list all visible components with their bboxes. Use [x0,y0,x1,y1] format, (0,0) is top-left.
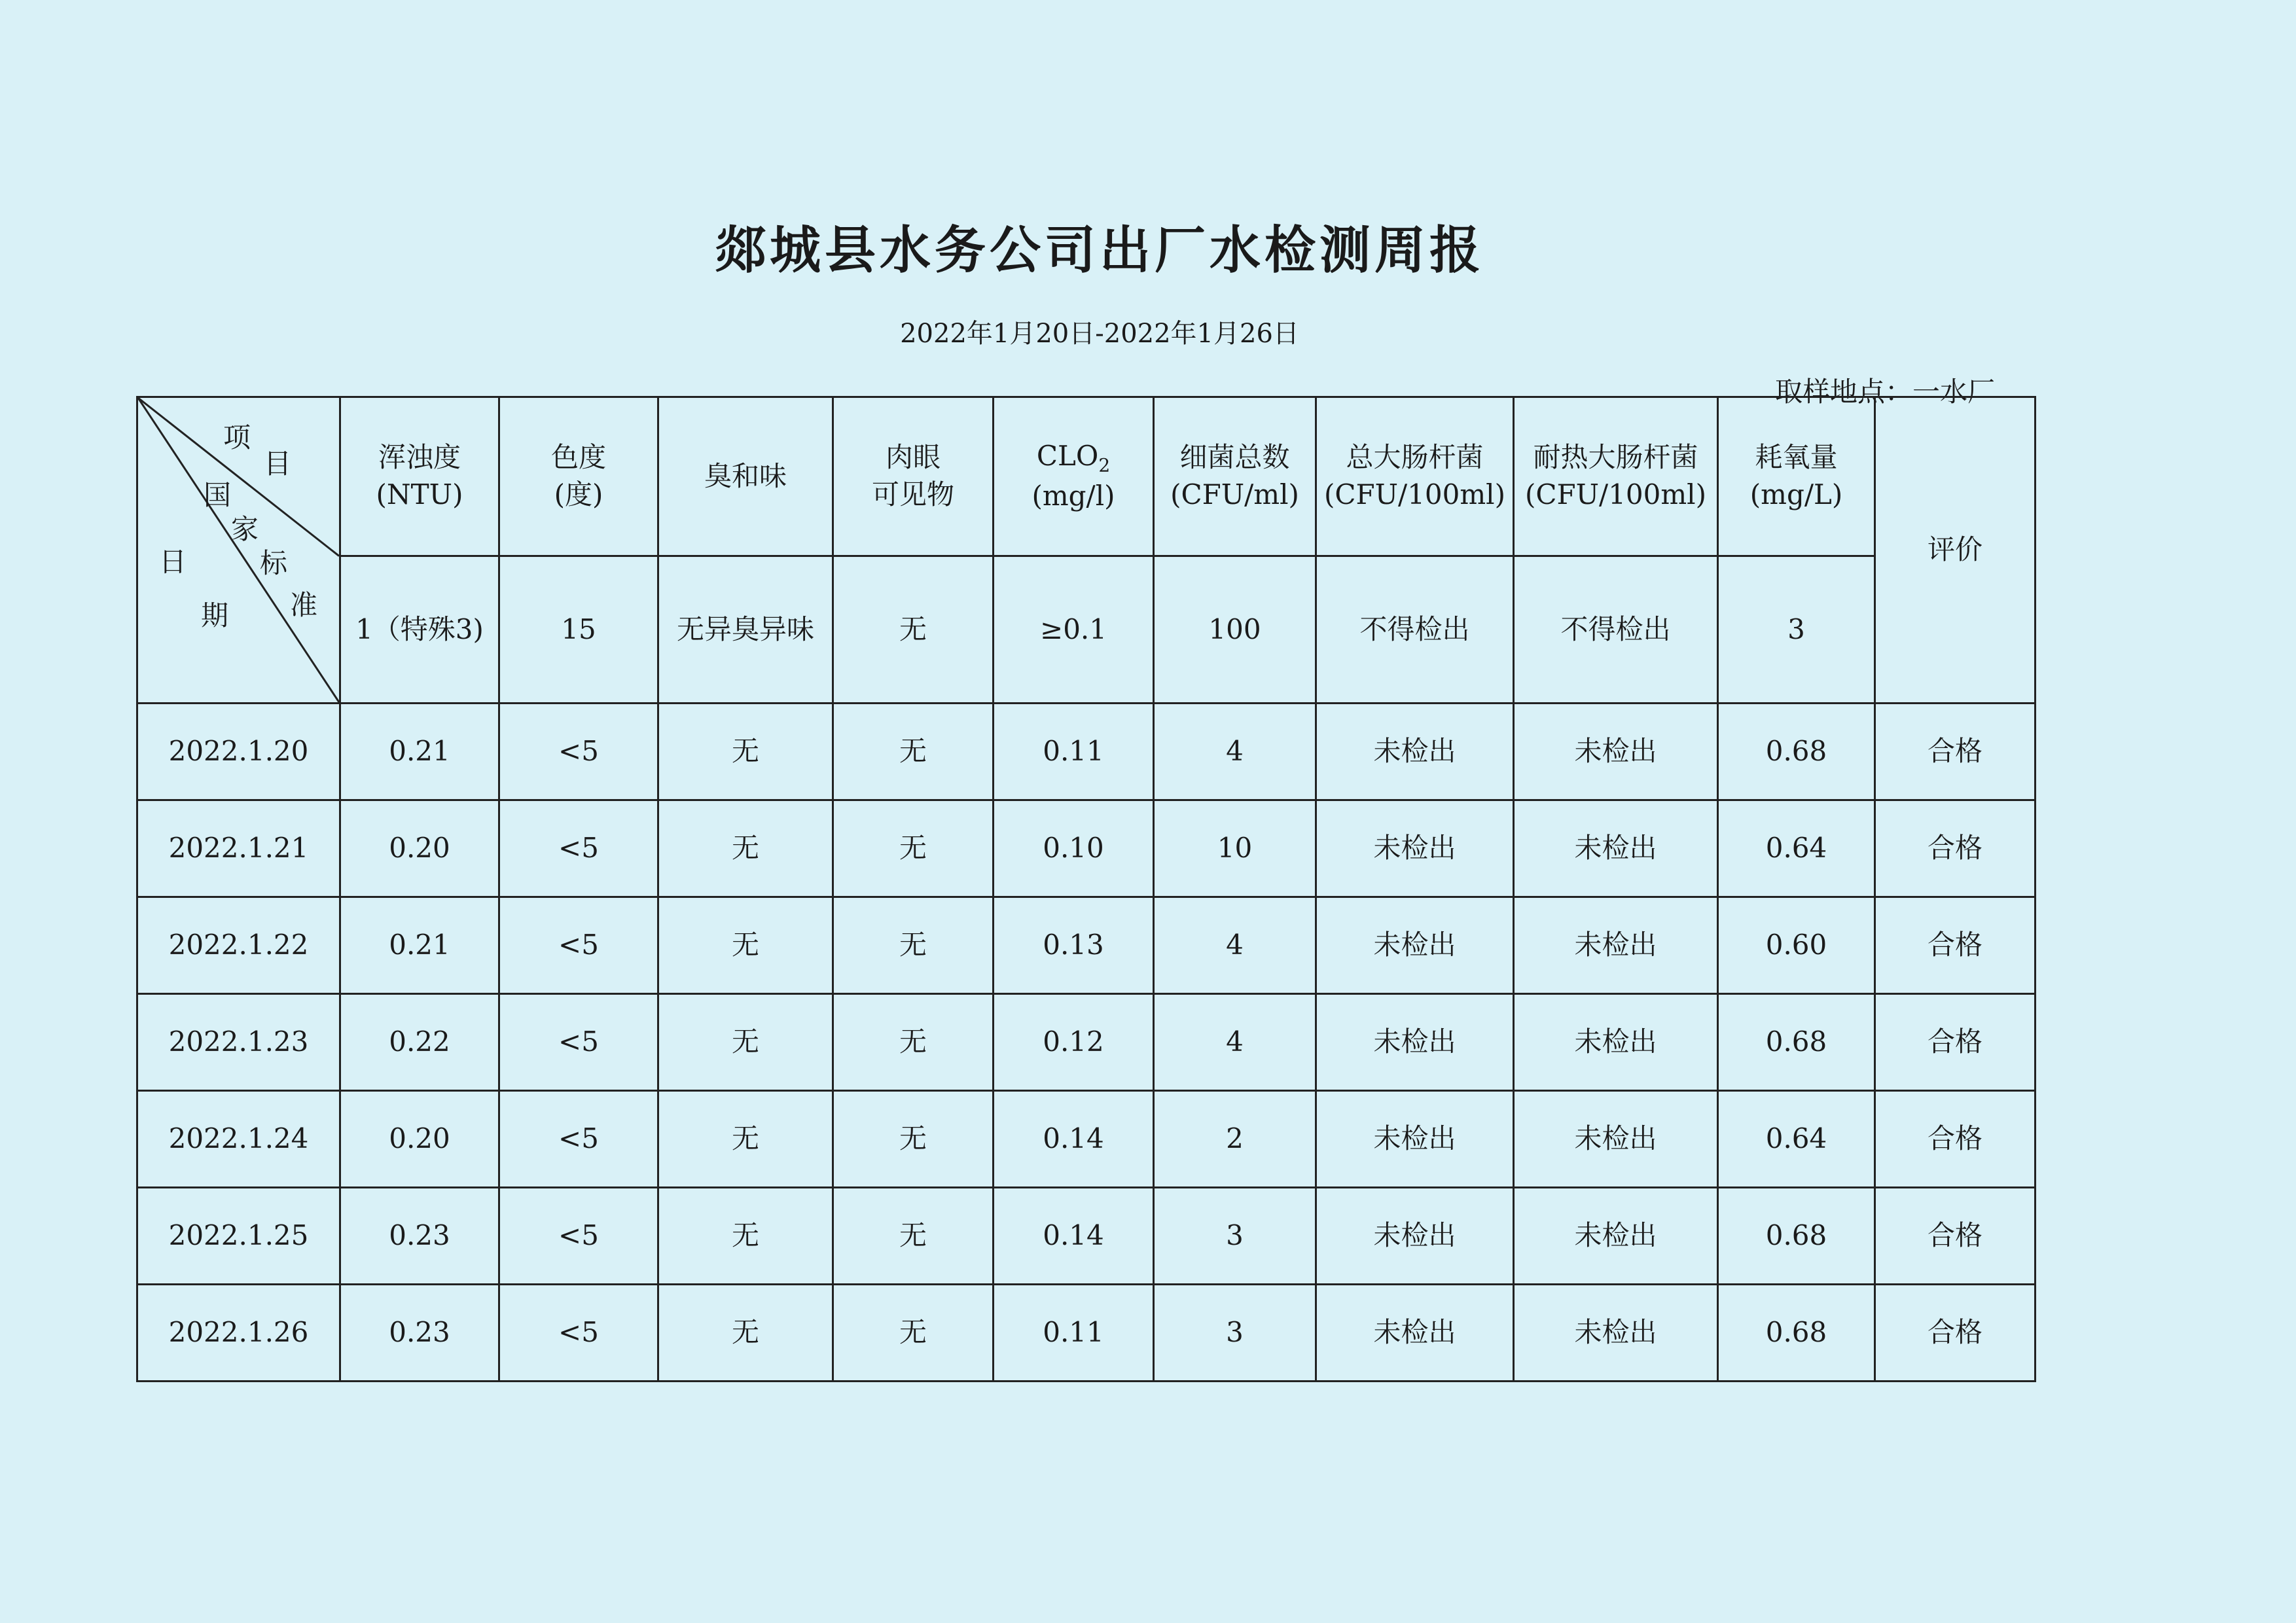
cell-clo2: 0.11 [994,704,1154,800]
cell-clo2: 0.14 [994,1188,1154,1285]
cell-total-coliform: 未检出 [1316,704,1514,800]
table-row [137,1091,2036,1188]
column-header-odor-taste: 臭和味 [658,397,833,556]
corner-date-char: 日 [159,546,187,578]
cell-odor-taste: 无 [658,800,833,897]
cell-turbidity: 0.23 [340,1188,499,1285]
table-row [137,1285,2036,1382]
cell-total-bacteria: 4 [1154,994,1316,1091]
cell-oxygen-consumption: 0.64 [1718,800,1875,897]
standard-value: 不得检出 [1514,556,1718,704]
cell-clo2: 0.12 [994,994,1154,1091]
cell-turbidity: 0.20 [340,800,499,897]
cell-oxygen-consumption: 0.68 [1718,994,1875,1091]
corner-header-cell [137,397,340,704]
report-date-range: 2022年1月20日-2022年1月26日 [900,319,1299,349]
cell-date: 2022.1.22 [137,897,340,994]
cell-oxygen-consumption: 0.68 [1718,704,1875,800]
cell-date: 2022.1.21 [137,800,340,897]
cell-color: <5 [499,800,658,897]
column-header-total-bacteria: 细菌总数 (CFU/ml) [1154,397,1316,556]
sampling-location: 取样地点：一水厂 [1774,376,1995,408]
cell-thermotolerant-coliform: 未检出 [1514,897,1718,994]
cell-odor-taste: 无 [658,704,833,800]
cell-visible-matter: 无 [833,1285,994,1382]
standard-value: ≥0.1 [994,556,1154,704]
cell-turbidity: 0.21 [340,897,499,994]
cell-thermotolerant-coliform: 未检出 [1514,704,1718,800]
column-header-thermotolerant-coliform: 耐热大肠杆菌 (CFU/100ml) [1514,397,1718,556]
cell-total-bacteria: 2 [1154,1091,1316,1188]
cell-odor-taste: 无 [658,897,833,994]
cell-odor-taste: 无 [658,1091,833,1188]
standard-value: 无 [833,556,994,704]
table-row [137,1188,2036,1285]
cell-total-coliform: 未检出 [1316,994,1514,1091]
column-header-visible-matter: 肉眼 可见物 [833,397,994,556]
cell-date: 2022.1.24 [137,1091,340,1188]
cell-evaluation: 合格 [1875,897,2036,994]
cell-total-bacteria: 3 [1154,1285,1316,1382]
table-row [137,897,2036,994]
standard-value: 3 [1718,556,1875,704]
cell-odor-taste: 无 [658,1285,833,1382]
corner-standard-char: 标 [260,547,288,579]
cell-thermotolerant-coliform: 未检出 [1514,1285,1718,1382]
corner-item-char: 目 [264,448,292,480]
cell-evaluation: 合格 [1875,1285,2036,1382]
table-row [137,800,2036,897]
cell-color: <5 [499,1188,658,1285]
cell-thermotolerant-coliform: 未检出 [1514,1091,1718,1188]
corner-standard-char: 准 [290,589,318,621]
cell-color: <5 [499,897,658,994]
column-header-color: 色度 (度) [499,397,658,556]
cell-date: 2022.1.20 [137,704,340,800]
cell-color: <5 [499,1091,658,1188]
cell-turbidity: 0.23 [340,1285,499,1382]
cell-total-coliform: 未检出 [1316,800,1514,897]
column-header-evaluation: 评价 [1875,397,2036,704]
cell-total-coliform: 未检出 [1316,897,1514,994]
table-row [137,994,2036,1091]
corner-standard-char: 国 [204,479,232,511]
cell-visible-matter: 无 [833,1188,994,1285]
cell-turbidity: 0.21 [340,704,499,800]
cell-date: 2022.1.23 [137,994,340,1091]
cell-turbidity: 0.22 [340,994,499,1091]
column-header-turbidity: 浑浊度 (NTU) [340,397,499,556]
cell-date: 2022.1.26 [137,1285,340,1382]
cell-color: <5 [499,704,658,800]
cell-thermotolerant-coliform: 未检出 [1514,1188,1718,1285]
cell-date: 2022.1.25 [137,1188,340,1285]
water-quality-table [136,396,2036,1382]
cell-evaluation: 合格 [1875,994,2036,1091]
cell-clo2: 0.13 [994,897,1154,994]
cell-thermotolerant-coliform: 未检出 [1514,994,1718,1091]
corner-standard-char: 家 [231,513,259,545]
cell-odor-taste: 无 [658,1188,833,1285]
cell-total-coliform: 未检出 [1316,1091,1514,1188]
cell-oxygen-consumption: 0.64 [1718,1091,1875,1188]
cell-color: <5 [499,994,658,1091]
report-title: 郯城县水务公司出厂水检测周报 [714,221,1484,280]
cell-total-coliform: 未检出 [1316,1188,1514,1285]
cell-evaluation: 合格 [1875,1188,2036,1285]
cell-visible-matter: 无 [833,1091,994,1188]
table-row [137,704,2036,800]
header-row [137,397,2036,556]
cell-total-bacteria: 4 [1154,897,1316,994]
cell-evaluation: 合格 [1875,704,2036,800]
cell-color: <5 [499,1285,658,1382]
standard-row [137,556,2036,704]
standard-value: 15 [499,556,658,704]
cell-visible-matter: 无 [833,994,994,1091]
standard-value: 无异臭异味 [658,556,833,704]
cell-visible-matter: 无 [833,800,994,897]
standard-value: 1（特殊3) [340,556,499,704]
cell-oxygen-consumption: 0.60 [1718,897,1875,994]
standard-value: 100 [1154,556,1316,704]
corner-item-char: 项 [223,421,251,454]
cell-evaluation: 合格 [1875,1091,2036,1188]
column-header-clo2: $CLO_2$ (mg/l) [994,397,1154,556]
cell-total-bacteria: 3 [1154,1188,1316,1285]
cell-evaluation: 合格 [1875,800,2036,897]
column-header-total-coliform: 总大肠杆菌 (CFU/100ml) [1316,397,1514,556]
cell-visible-matter: 无 [833,897,994,994]
cell-visible-matter: 无 [833,704,994,800]
data-rows [137,704,2036,1382]
cell-clo2: 0.14 [994,1091,1154,1188]
corner-date-char: 期 [201,599,229,632]
standard-value: 不得检出 [1316,556,1514,704]
column-header-oxygen-consumption: 耗氧量 (mg/L) [1718,397,1875,556]
cell-clo2: 0.10 [994,800,1154,897]
cell-total-bacteria: 4 [1154,704,1316,800]
cell-oxygen-consumption: 0.68 [1718,1285,1875,1382]
cell-turbidity: 0.20 [340,1091,499,1188]
cell-clo2: 0.11 [994,1285,1154,1382]
cell-thermotolerant-coliform: 未检出 [1514,800,1718,897]
cell-total-bacteria: 10 [1154,800,1316,897]
cell-total-coliform: 未检出 [1316,1285,1514,1382]
cell-oxygen-consumption: 0.68 [1718,1188,1875,1285]
cell-odor-taste: 无 [658,994,833,1091]
